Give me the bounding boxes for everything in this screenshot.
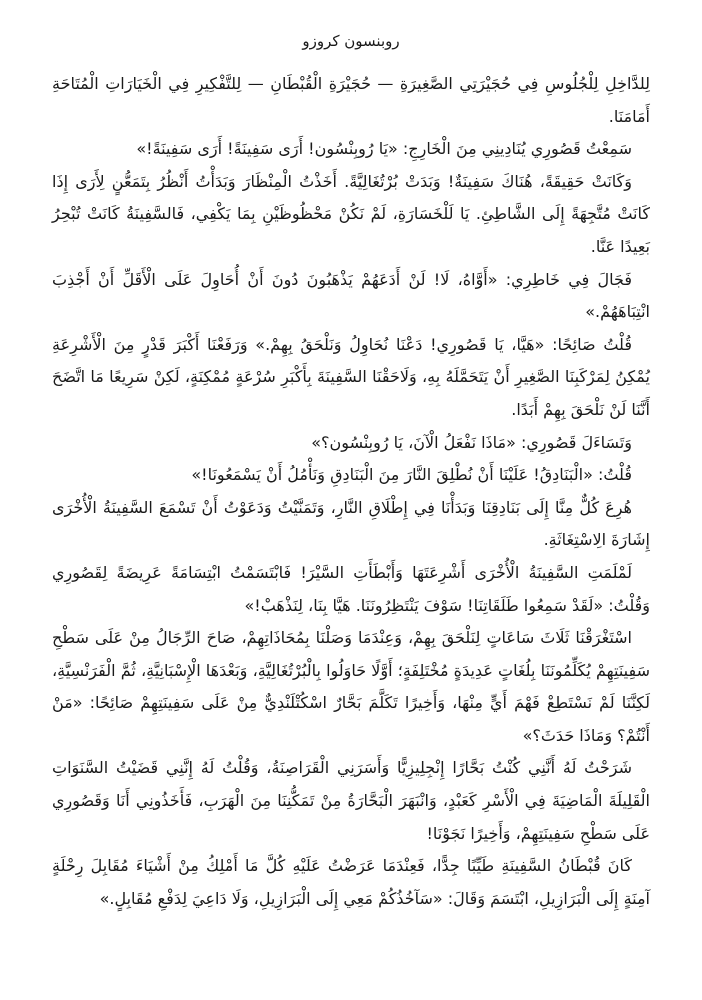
paragraph: فَجَالَ فِي خَاطِرِي: «أَوَّاهُ، لَا! لَنْ أَدَعَهُمْ يَذْهَبُونَ دُونَ أَنْ أُحَاوِلَ عَلَى الْأَقَلِّ أَنْ أَجْذِبَ انْتِبَاهَهُمْ.» — [52, 269, 650, 322]
paragraph: سَمِعْتُ قَصُورِي يُنَادِينِي مِنَ الْخَارِجِ: «يَا رُوبِنْسُون! أَرَى سَفِينَةً! أَرَى سَفِينَةً!» — [136, 139, 632, 159]
paragraph: وَتَسَاءَلَ قَصُورِي: «مَاذَا نَفْعَلُ الْآنَ، يَا رُوبِنْسُون؟» — [311, 432, 632, 452]
paragraph: هُرِعَ كُلٌّ مِنَّا إِلَى بَنَادِقِنَا وَبَدَأْنَا فِي إِطْلَاقِ النَّارِ، وَتَمَنَّيْتُ وَدَعَوْتُ أَنْ تَسْمَعَ السَّفِينَةُ الْأُخْرَى إِشَارَةَ الِاسْتِغَاثَةِ. — [52, 497, 650, 550]
page-body — [52, 68, 650, 915]
paragraph: اسْتَغْرَقْنَا ثَلَاثَ سَاعَاتٍ لِنَلْحَقَ بِهِمْ، وَعِنْدَمَا وَصَلْنَا بِمُحَاذَاتِهِمْ، صَاحَ الرِّجَالُ مِنْ عَلَى سَطْحِ سَفِينَتِهِمْ يُكَلِّمُونَنَا بِلُغَاتٍ عَدِيدَةٍ مُخْتَلِفَةٍ؛ أَوَّلًا حَاوَلُوا بِالْبُرْتُغَالِيَّةِ، وَبَعْدَهَا الْإِسْبَانِيَّةِ، ثُمَّ الْفَرَنْسِيَّةِ، لَكِنَّنَا لَمْ نَسْتَطِعْ فَهْمَ أَيٍّ مِنْهَا، وَأَخِيرًا تَكَلَّمَ بَحَّارٌ اسْكُتْلَنْدِيٌّ مِنْ عَلَى سَفِينَتِهِمْ صَائِحًا: «مَنْ أَنْتُمْ؟ وَمَاذَا حَدَثَ؟» — [52, 628, 650, 745]
paragraph: قُلْتُ صَائِحًا: «هَيَّا، يَا قَصُورِي! دَعْنَا نُحَاوِلُ وَنَلْحَقُ بِهِمْ.» وَرَفَعْنَا أَكْبَرَ قَدْرٍ مِنَ الْأَشْرِعَةِ يُمْكِنُ لِمَرْكَبِنَا الصَّغِيرِ أَنْ يَتَحَمَّلَهُ بِهِ، وَلَاحَقْنَا السَّفِينَةَ بِأَكْبَرِ سُرْعَةٍ مُمْكِنَةٍ، لَكِنْ سَرِيعًا مَا اتَّضَحَ أَنَّنَا لَنْ نَلْحَقَ بِهِمْ أَبَدًا. — [52, 334, 650, 419]
paragraph: شَرَحْتُ لَهُ أَنَّنِي كُنْتُ بَحَّارًا إِنْجِلِيزِيًّا وَأَسَرَنِي الْقَرَاصِنَةُ، وَقُلْتُ لَهُ إِنَّنِي قَضَيْتُ السَّنَوَاتِ الْقَلِيلَةَ الْمَاضِيَةَ فِي الْأَسْرِ كَعَبْدٍ، وَانْبَهَرَ الْبَحَّارَةُ مِنْ تَمَكُّنِنَا مِنَ الْهَرَبِ، فَأَخَذُونِي أَنَا وَقَصُورِي عَلَى سَطْحِ سَفِينَتِهِمْ، وَأَخِيرًا نَجَوْنَا! — [52, 758, 650, 843]
paragraph: كَانَ قُبْطَانُ السَّفِينَةِ طَيِّبًا جِدًّا، فَعِنْدَمَا عَرَضْتُ عَلَيْهِ كُلَّ مَا أَمْلِكُ مِنْ أَشْيَاءَ مُقَابِلَ رِحْلَةٍ آمِنَةٍ إِلَى الْبَرَازِيلِ، ابْتَسَمَ وَقَالَ: «سَآخُذُكُمْ مَعِي إِلَى الْبَرَازِيلِ، وَلَا دَاعِيَ لِدَفْعِ مُقَابِلٍ.» — [52, 856, 650, 908]
paragraph: وَكَانَتْ حَقِيقَةً، هُنَاكَ سَفِينَةٌ! وَبَدَتْ بُرْتُغَالِيَّةً. أَخَذْتُ الْمِنْظَارَ وَبَدَأْتُ أَنْظُرُ بِتَمَعُّنٍ لِأَرَى إِذَا كَانَتْ مُتَّجِهَةً إِلَى الشَّاطِئِ. يَا لَلْخَسَارَةِ، لَمْ نَكُنْ مَحْظُوظَيْنِ بِمَا يَكْفِي، فَالسَّفِينَةُ كَانَتْ تُبْحِرُ بَعِيدًا عَنَّا. — [52, 171, 650, 256]
paragraph: قُلْتُ: «الْبَنَادِقُ! عَلَيْنَا أَنْ نُطْلِقَ النَّارَ مِنَ الْبَنَادِقِ وَنَأْمُلُ أَنْ يَسْمَعُونَا!» — [191, 465, 632, 485]
running-header: روبنسون كروزو — [302, 32, 400, 50]
paragraph: لَمْلَمَتِ السَّفِينَةُ الْأُخْرَى أَشْرِعَتَهَا وَأَبْطَأَتِ السَّيْرَ! فَابْتَسَمْتُ ابْتِسَامَةً عَرِيضَةً لِقَصُورِي وَقُلْتُ: «لَقَدْ سَمِعُوا طَلَقَاتِنَا! سَوْفَ يَنْتَظِرُونَنَا. هَيَّا بِنَا، لِنَذْهَبْ!» — [52, 562, 650, 615]
paragraph-continued: لِلدَّاخِلِ لِلْجُلُوسِ فِي حُجَيْرَتِي الصَّغِيرَةِ — حُجَيْرَةِ الْقُبْطَانِ — لِلتَّفْكِيرِ فِي الْخَيَارَاتِ الْمُتَاحَةِ أَمَامَنَا. — [52, 74, 650, 126]
